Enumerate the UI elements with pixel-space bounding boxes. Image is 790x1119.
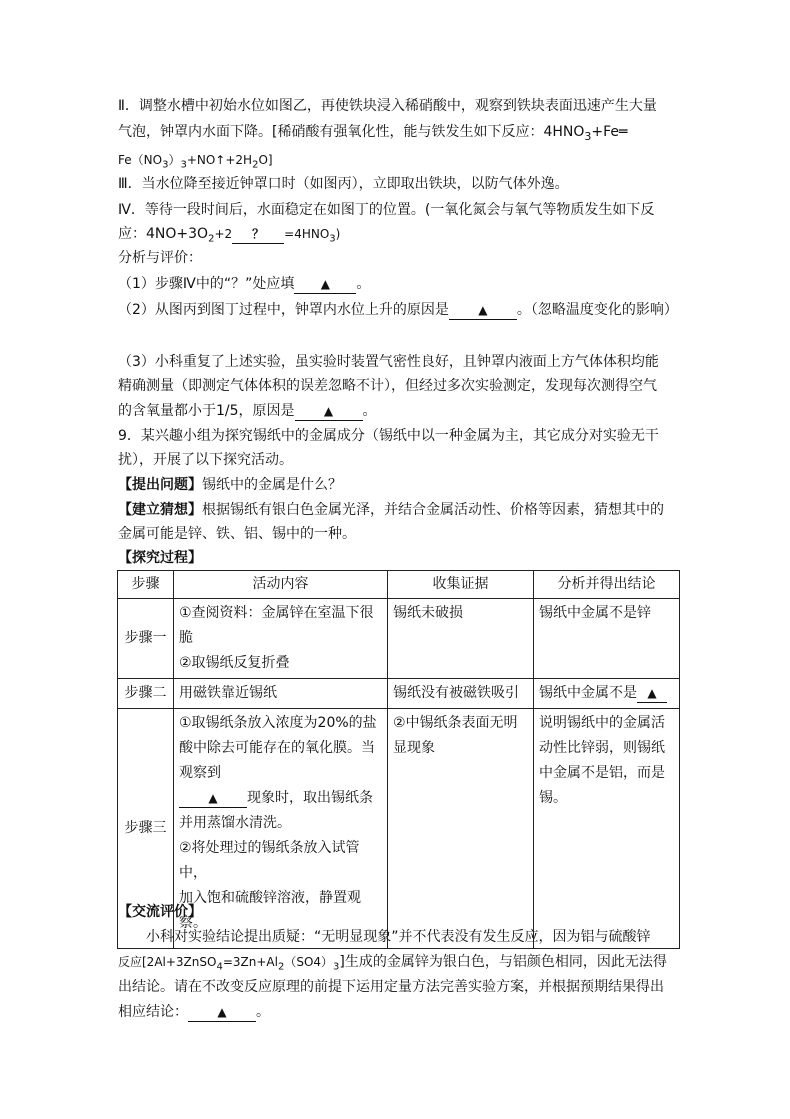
step-two-conclusion: 锡纸中金属不是 ▲ — [534, 679, 680, 709]
question-2: （2）从图丙到图丁过程中，钟罩内水位上升的原因是 ▲ 。（忽略温度变化的影响） — [118, 302, 678, 318]
triangle-mark: ▲ — [478, 303, 488, 317]
step-iii-line: Ⅲ．当水位降至接近钟罩口时（如图丙），立即取出铁块，以防气体外逸。 — [118, 176, 569, 192]
step-three-evidence: ②中锡纸条表面无明 显现象 — [388, 709, 534, 949]
question-1: （1）步骤Ⅳ中的“？”处应填 ▲ 。 — [118, 276, 371, 292]
step-two-activity: 用磁铁靠近锡纸 — [174, 679, 388, 709]
step-three-label: 步骤三 — [118, 709, 174, 949]
question-9-line-1: 9．某兴趣小组为探究锡纸中的金属成分（锡纸中以一种金属为主，其它成分对实验无干 — [118, 428, 659, 444]
raise-question-line: 【提出问题】锡纸中的金属是什么？ — [118, 477, 342, 493]
question-3-line-2: 精确测量（即测定气体体积的误差忽略不计），但经过多次实验测定，发现每次测得空气 — [118, 378, 657, 394]
triangle-mark: ▲ — [217, 1005, 227, 1019]
evaluation-line-1: 小科对实验结论提出质疑：“无明显现象”并不代表没有发生反应，因为铝与硫酸锌 — [146, 929, 651, 945]
hypothesis-line-2: 金属可能是锌、铁、铝、锡中的一种。 — [118, 526, 356, 542]
header-activity: 活动内容 — [174, 571, 388, 599]
step-three-activity: ①取锡纸条放入浓度为20%的盐 酸中除去可能存在的氧化膜。当 观察到 ▲ 现象时，取出锡纸条 并用蒸馏水清洗。 ②将处理过的锡纸条放入试管中， 加入饱和硫酸锌溶液，静置观察。 — [174, 709, 388, 949]
triangle-mark: ▲ — [323, 404, 334, 418]
step-one-conclusion: 锡纸中金属不是锌 — [534, 599, 680, 679]
step-iv-line-1: Ⅳ．等待一段时间后，水面稳定在如图丁的位置。(一氧化氮会与氧气等物质发生如下反 — [118, 202, 655, 218]
table-row — [118, 599, 680, 679]
answer-blank-1 — [294, 275, 356, 294]
answer-blank-4 — [637, 684, 667, 703]
evaluation-line-3: 出结论。请在不改变反应原理的前提下运用定量方法完善实验方案，并根据预期结果得出 — [118, 979, 664, 995]
experiment-table — [117, 570, 680, 949]
answer-blank-6 — [188, 1003, 256, 1022]
hypothesis-line-1: 【建立猜想】根据锡纸有银白色金属光泽，并结合金属活动性、价格等因素，猜想其中的 — [118, 502, 664, 518]
table-header-row — [118, 571, 680, 599]
step-two-evidence: 锡纸没有被磁铁吸引 — [388, 679, 534, 709]
analysis-heading: 分析与评价： — [118, 250, 202, 266]
triangle-mark: ▲ — [320, 277, 330, 291]
step-two-label: 步骤二 — [118, 679, 174, 709]
triangle-mark: ▲ — [208, 791, 218, 805]
step-one-evidence: 锡纸未破损 — [388, 599, 534, 679]
step-one-activity: ①查阅资料：金属锌在室温下很 脆 ②取锡纸反复折叠 — [174, 599, 388, 679]
table-row — [118, 679, 680, 709]
answer-blank-5 — [179, 789, 247, 808]
header-conclusion: 分析并得出结论 — [534, 571, 680, 599]
step-iv-line-2: 应：$4NO+3O_2+2$ ？ $=4HNO_3$) — [118, 226, 341, 245]
step-three-conclusion: 说明锡纸中的金属活 动性比锌弱，则锡纸 中金属不是铝，而是 锡。 — [534, 709, 680, 949]
step-ii-line-1: Ⅱ．调整水槽中初始水位如图乙，再使铁块浸入稀硝酸中，观察到铁块表面迅速产生大量 — [118, 98, 657, 114]
step-one-label: 步骤一 — [118, 599, 174, 679]
equation-line: $Fe(NO_3)_3+NO↑+2H_2O$] — [118, 153, 273, 171]
process-label: 【探究过程】 — [118, 550, 202, 566]
question-3-line-1: （3）小科重复了上述实验，虽实验时装置气密性良好，且钟罩内液面上方气体体积均能 — [118, 354, 659, 370]
hypothesis-label: 【建立猜想】 — [118, 502, 202, 518]
header-evidence: 收集证据 — [388, 571, 534, 599]
answer-blank-2 — [449, 301, 517, 320]
evaluation-line-2: 反应$[2Al+3ZnSO_4=3Zn+Al_2(SO4)_3]$生成的金属锌为银白色，与铝颜色相同，因此无法得 — [118, 954, 667, 973]
evaluation-line-4: 相应结论： ▲ 。 — [118, 1004, 270, 1020]
evaluation-label: 【交流评价】 — [118, 904, 202, 920]
question-3-line-3: 的含氧量都小于1/5，原因是 ▲ 。 — [118, 403, 377, 419]
header-step: 步骤 — [118, 571, 174, 599]
triangle-mark: ▲ — [647, 686, 657, 700]
step-ii-line-2: 气泡，钟罩内水面下降。[稀硝酸有强氧化性，能与铁发生如下反应：$4HNO_3+Fe═$ — [118, 124, 628, 143]
answer-blank-3 — [295, 402, 363, 421]
question-9-line-2: 扰），开展了以下探究活动。 — [118, 452, 293, 468]
question-mark-blank: ？ — [232, 225, 284, 244]
raise-question-label: 【提出问题】 — [118, 477, 202, 493]
